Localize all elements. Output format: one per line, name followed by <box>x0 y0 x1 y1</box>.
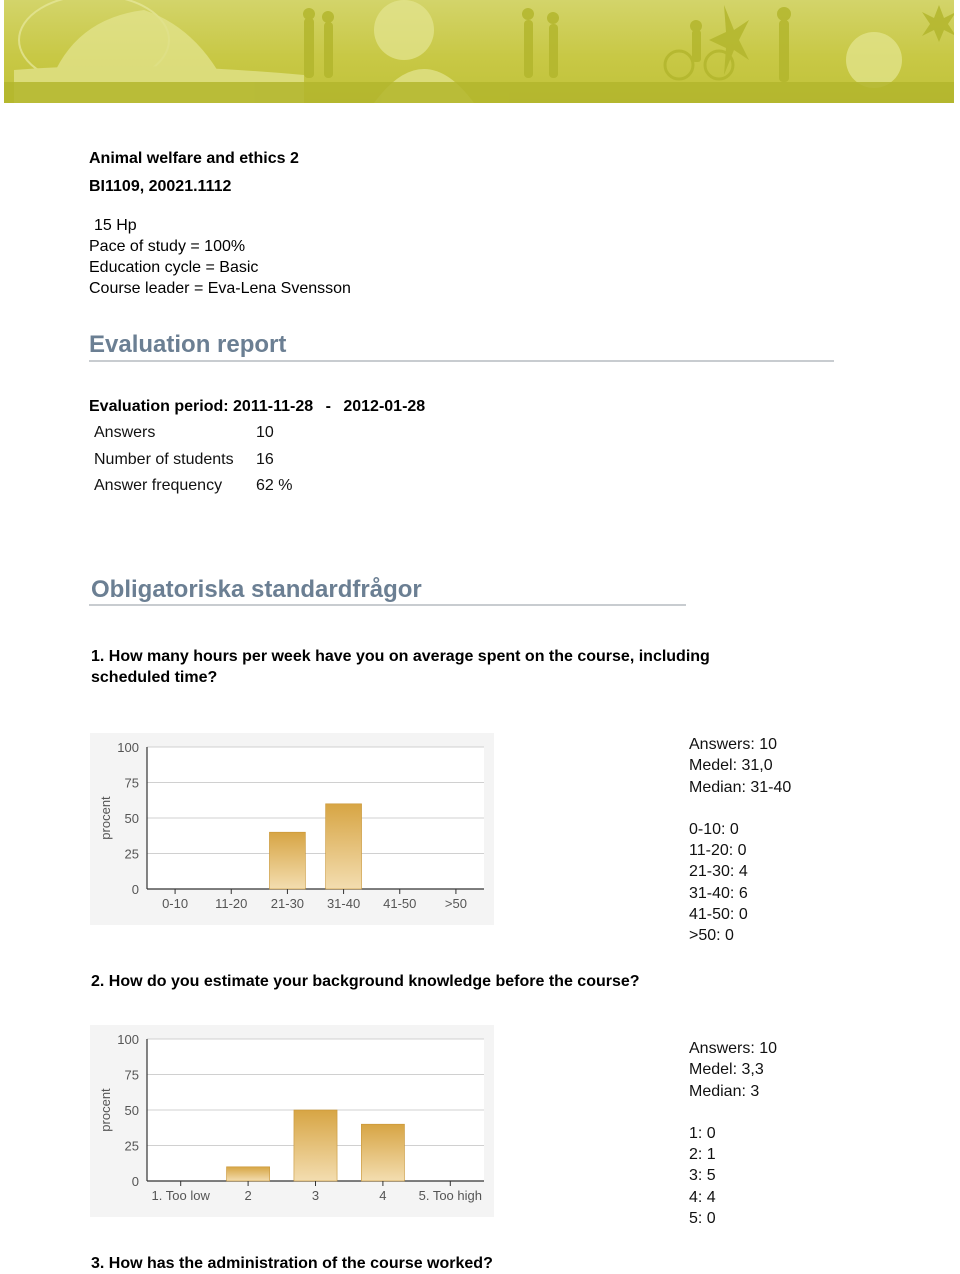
x-tick-label: 41-50 <box>383 896 417 911</box>
stat-frequency <box>94 477 292 495</box>
x-tick-label: 11-20 <box>215 896 248 911</box>
question-text: 2. How do you estimate your background knowledge before the course? <box>91 973 640 990</box>
course-title: Animal welfare and ethics 2 <box>89 150 299 167</box>
y-tick-label: 75 <box>124 775 139 791</box>
question-text: 3. How has the administration of the course worked? <box>91 1255 493 1272</box>
y-axis-label: procent <box>98 1088 113 1132</box>
question-1 <box>91 646 710 688</box>
question-text: 1. How many hours per week have you on average spent on the course, including <box>91 648 710 665</box>
dist-line: 0-10: 0 <box>689 820 739 838</box>
y-tick-label: 0 <box>131 882 139 897</box>
stat-label: Answer frequency <box>94 477 223 494</box>
dist-line: 11-20: 0 <box>689 842 747 860</box>
course-code: BI1109, 20021.1112 <box>89 178 232 195</box>
stat-students <box>94 451 274 469</box>
stat-line: Medel: 3,3 <box>689 1061 764 1079</box>
y-tick-label: 100 <box>117 1032 139 1047</box>
y-axis-label: procent <box>98 796 113 840</box>
question-2 <box>91 971 640 992</box>
y-tick-label: 100 <box>117 740 139 755</box>
question-3 <box>91 1253 493 1274</box>
stat-label: Answers <box>94 424 156 441</box>
dist-line: 21-30: 4 <box>689 863 748 881</box>
question-text: scheduled time? <box>91 669 218 686</box>
section-title: Obligatoriska standardfrågor <box>91 576 422 603</box>
question-2-chart <box>90 1025 494 1217</box>
course-credits: 15 Hp <box>94 217 137 234</box>
y-tick-label: 0 <box>131 1174 139 1189</box>
period-end: 2012-01-28 <box>343 398 426 415</box>
bar <box>361 1124 404 1181</box>
dist-line: 1: 0 <box>689 1124 716 1142</box>
stat-value: 62 % <box>256 477 293 494</box>
period-start: 2011-11-28 <box>233 398 314 415</box>
y-tick-label: 25 <box>124 1138 139 1154</box>
stat-line: Median: 31-40 <box>689 778 792 796</box>
period-separator: - <box>325 398 331 415</box>
stat-value: 10 <box>256 424 274 441</box>
bar <box>269 832 305 889</box>
dist-line: 41-50: 0 <box>689 906 748 924</box>
banner-illustration <box>4 0 954 103</box>
course-leader: Course leader = Eva-Lena Svensson <box>89 280 351 297</box>
x-tick-label: 21-30 <box>270 896 305 911</box>
course-cycle: Education cycle = Basic <box>89 259 259 276</box>
evaluation-period <box>89 398 425 416</box>
bar <box>227 1167 270 1181</box>
bar <box>326 804 362 889</box>
dist-line: 5: 0 <box>689 1210 716 1228</box>
question-1-chart <box>90 733 494 925</box>
dist-line: 31-40: 6 <box>689 884 748 902</box>
y-tick-label: 50 <box>124 811 139 826</box>
bar-chart <box>90 733 494 925</box>
report-divider <box>89 360 834 362</box>
stat-line: Median: 3 <box>689 1082 760 1100</box>
dist-line: 2: 1 <box>689 1146 716 1164</box>
dist-line: 3: 5 <box>689 1167 716 1185</box>
bar <box>294 1110 337 1181</box>
header-banner <box>4 0 954 103</box>
x-tick-label: 3 <box>311 1188 320 1203</box>
bar-chart <box>90 1025 494 1217</box>
x-tick-label: >50 <box>444 896 467 911</box>
y-tick-label: 75 <box>124 1067 139 1083</box>
question-2-stats <box>689 1038 777 1229</box>
course-pace: Pace of study = 100% <box>89 238 246 255</box>
x-tick-label: 2 <box>244 1188 252 1203</box>
x-tick-label: 31-40 <box>326 896 361 911</box>
report-title: Evaluation report <box>89 331 287 358</box>
x-tick-label: 4 <box>379 1188 387 1203</box>
stat-answers <box>94 424 274 442</box>
y-tick-label: 25 <box>124 846 139 862</box>
y-tick-label: 50 <box>124 1103 139 1118</box>
section-divider <box>89 604 686 606</box>
stat-line: Medel: 31,0 <box>689 757 773 775</box>
stat-line: Answers: 10 <box>689 736 778 753</box>
x-tick-label: 5. Too high <box>418 1188 482 1203</box>
dist-line: >50: 0 <box>689 927 734 945</box>
stat-line: Answers: 10 <box>689 1040 778 1057</box>
stat-value: 16 <box>256 451 274 468</box>
x-tick-label: 0-10 <box>162 896 189 911</box>
period-label: Evaluation period: <box>89 398 229 415</box>
stat-label: Number of students <box>94 451 234 468</box>
x-tick-label: 1. Too low <box>151 1188 210 1203</box>
question-1-stats <box>689 734 791 947</box>
dist-line: 4: 4 <box>689 1188 716 1206</box>
